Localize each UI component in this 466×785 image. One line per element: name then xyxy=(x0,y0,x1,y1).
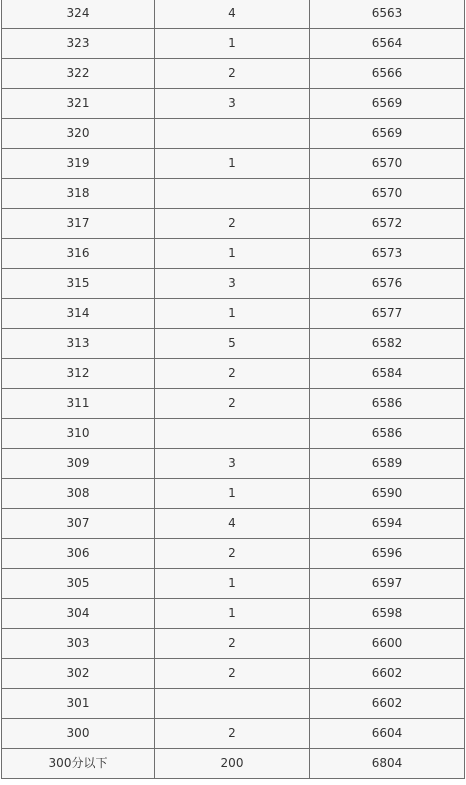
score-cell: 320 xyxy=(2,119,155,149)
score-cell: 306 xyxy=(2,539,155,569)
count-cell: 4 xyxy=(155,0,310,29)
score-cell: 300 xyxy=(2,719,155,749)
count-cell: 5 xyxy=(155,329,310,359)
score-cell: 307 xyxy=(2,509,155,539)
score-cell: 313 xyxy=(2,329,155,359)
table-row xyxy=(2,599,465,629)
table-row xyxy=(2,449,465,479)
table-row xyxy=(2,509,465,539)
count-cell: 3 xyxy=(155,269,310,299)
score-cell: 322 xyxy=(2,59,155,89)
table-row xyxy=(2,389,465,419)
table-row xyxy=(2,749,465,779)
cumulative-cell: 6572 xyxy=(310,209,465,239)
cumulative-cell: 6566 xyxy=(310,59,465,89)
score-cell: 302 xyxy=(2,659,155,689)
table-row xyxy=(2,629,465,659)
cumulative-cell: 6804 xyxy=(310,749,465,779)
score-cell: 317 xyxy=(2,209,155,239)
score-cell: 309 xyxy=(2,449,155,479)
cumulative-cell: 6573 xyxy=(310,239,465,269)
score-cell: 300分以下 xyxy=(2,749,155,779)
score-cell: 303 xyxy=(2,629,155,659)
score-cell: 311 xyxy=(2,389,155,419)
cumulative-cell: 6602 xyxy=(310,659,465,689)
table-row xyxy=(2,179,465,209)
cumulative-cell: 6604 xyxy=(310,719,465,749)
cumulative-cell: 6570 xyxy=(310,149,465,179)
score-cell: 301 xyxy=(2,689,155,719)
cumulative-cell: 6602 xyxy=(310,689,465,719)
score-cell: 308 xyxy=(2,479,155,509)
cumulative-cell: 6600 xyxy=(310,629,465,659)
table-row xyxy=(2,269,465,299)
table-row xyxy=(2,119,465,149)
count-cell: 1 xyxy=(155,479,310,509)
count-cell: 2 xyxy=(155,629,310,659)
table-row xyxy=(2,419,465,449)
table-row xyxy=(2,29,465,59)
count-cell: 4 xyxy=(155,509,310,539)
score-cell: 316 xyxy=(2,239,155,269)
count-cell: 2 xyxy=(155,359,310,389)
score-cell: 305 xyxy=(2,569,155,599)
table-row xyxy=(2,89,465,119)
count-cell: 2 xyxy=(155,389,310,419)
cumulative-cell: 6589 xyxy=(310,449,465,479)
cumulative-cell: 6569 xyxy=(310,89,465,119)
cumulative-cell: 6563 xyxy=(310,0,465,29)
count-cell: 1 xyxy=(155,29,310,59)
count-cell: 2 xyxy=(155,59,310,89)
count-cell xyxy=(155,179,310,209)
score-cell: 304 xyxy=(2,599,155,629)
cumulative-cell: 6576 xyxy=(310,269,465,299)
table-row xyxy=(2,239,465,269)
table-row xyxy=(2,359,465,389)
count-cell xyxy=(155,689,310,719)
score-cell: 310 xyxy=(2,419,155,449)
table-row xyxy=(2,539,465,569)
score-cell: 319 xyxy=(2,149,155,179)
table-row xyxy=(2,479,465,509)
count-cell: 200 xyxy=(155,749,310,779)
cumulative-cell: 6577 xyxy=(310,299,465,329)
cumulative-cell: 6584 xyxy=(310,359,465,389)
count-cell: 1 xyxy=(155,299,310,329)
cumulative-cell: 6570 xyxy=(310,179,465,209)
count-cell: 2 xyxy=(155,659,310,689)
score-cell: 314 xyxy=(2,299,155,329)
cumulative-cell: 6586 xyxy=(310,389,465,419)
count-cell: 1 xyxy=(155,149,310,179)
cumulative-cell: 6596 xyxy=(310,539,465,569)
cumulative-cell: 6597 xyxy=(310,569,465,599)
table-row xyxy=(2,689,465,719)
cumulative-cell: 6564 xyxy=(310,29,465,59)
count-cell: 1 xyxy=(155,569,310,599)
score-cell: 312 xyxy=(2,359,155,389)
cumulative-cell: 6590 xyxy=(310,479,465,509)
count-cell: 1 xyxy=(155,599,310,629)
cumulative-cell: 6586 xyxy=(310,419,465,449)
table-row xyxy=(2,719,465,749)
table-row xyxy=(2,209,465,239)
count-cell: 3 xyxy=(155,449,310,479)
table-row xyxy=(2,329,465,359)
table-row xyxy=(2,0,465,29)
count-cell: 2 xyxy=(155,719,310,749)
cumulative-cell: 6582 xyxy=(310,329,465,359)
cumulative-cell: 6594 xyxy=(310,509,465,539)
score-cell: 324 xyxy=(2,0,155,29)
count-cell: 2 xyxy=(155,539,310,569)
table-row xyxy=(2,299,465,329)
count-cell xyxy=(155,419,310,449)
cumulative-cell: 6598 xyxy=(310,599,465,629)
count-cell: 3 xyxy=(155,89,310,119)
table-row xyxy=(2,659,465,689)
table-body xyxy=(2,0,465,779)
table-row xyxy=(2,149,465,179)
score-cell: 318 xyxy=(2,179,155,209)
count-cell: 2 xyxy=(155,209,310,239)
cumulative-cell: 6569 xyxy=(310,119,465,149)
score-cell: 321 xyxy=(2,89,155,119)
table-row xyxy=(2,59,465,89)
count-cell: 1 xyxy=(155,239,310,269)
table-row xyxy=(2,569,465,599)
count-cell xyxy=(155,119,310,149)
score-distribution-table xyxy=(1,0,465,779)
score-cell: 323 xyxy=(2,29,155,59)
score-cell: 315 xyxy=(2,269,155,299)
